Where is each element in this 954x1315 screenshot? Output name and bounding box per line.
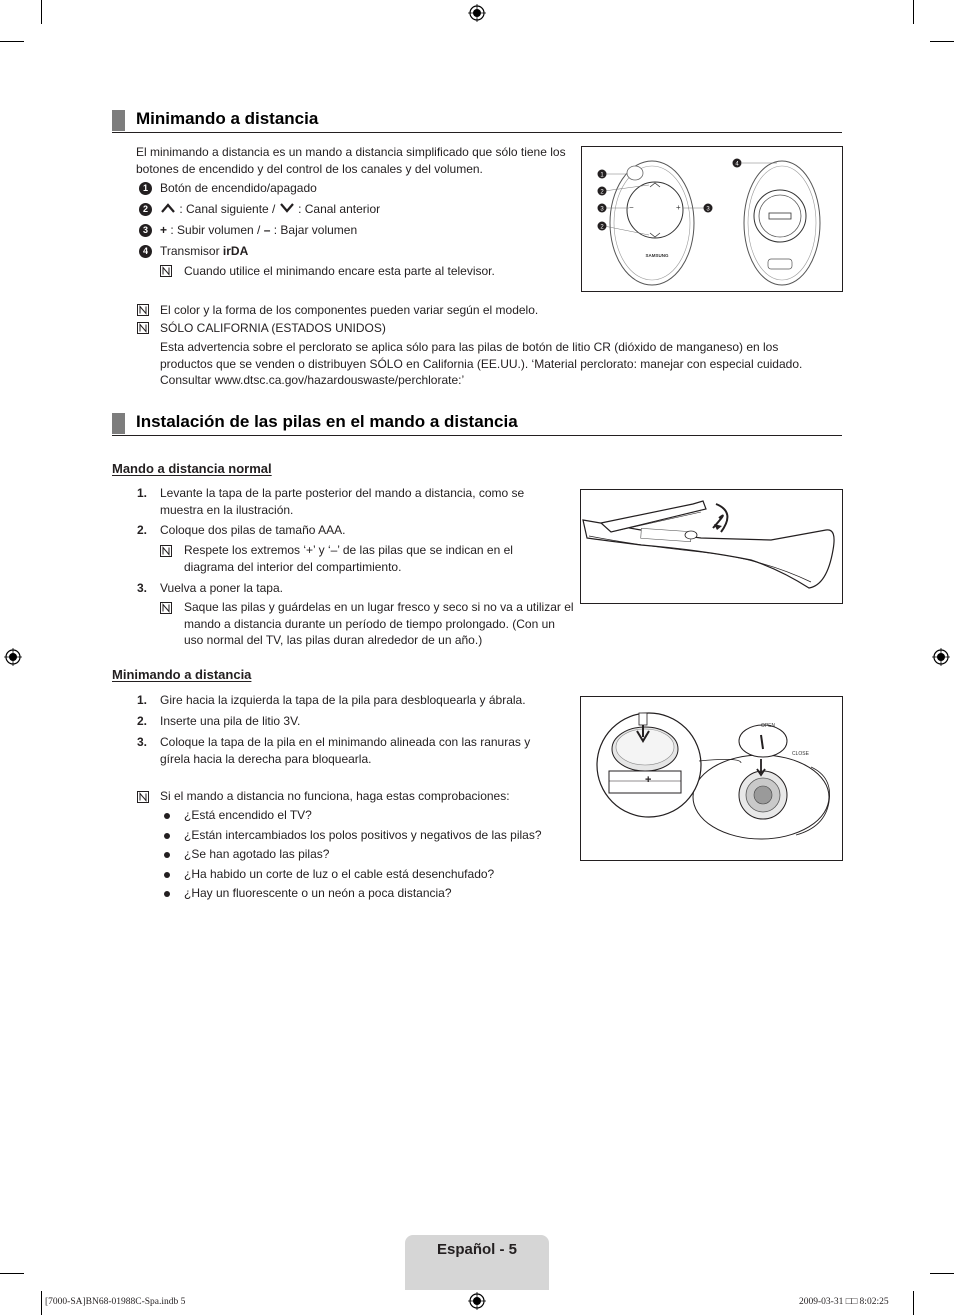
step-number: 2. [137,714,148,728]
crop-mark [930,41,954,42]
step-number: 1. [137,693,148,707]
step-text: Coloque la tapa de la pila en el minimando alineada con las ranuras y gírela hacia la derecha para bloquearla. [160,735,531,766]
section-rule [112,132,842,133]
step-number: 1. [137,486,148,500]
crop-mark [41,0,42,24]
registration-mark-icon [468,1292,486,1310]
section-title: Minimando a distancia [136,109,319,128]
chevron-down-icon [279,203,295,213]
section-marker [112,413,125,434]
brand-label: SAMSUNG [645,253,669,258]
note-text: Cuando utilice el minimando encare esta parte al televisor. [184,264,495,278]
item-text: Transmisor irDA [160,244,249,258]
note-icon [137,791,149,803]
callout-number: 3 [139,224,152,237]
registration-mark-icon [468,4,486,22]
check-item: ¿Se han agotado las pilas? [184,847,330,861]
item-text: Botón de encendido/apagado [160,181,317,195]
open-label: OPEN [761,723,776,729]
registration-mark-icon [932,648,950,666]
callout-number: 4 [735,161,739,168]
note-text: El color y la forma de los componentes pueden variar según el modelo. [160,303,539,317]
step-text: Coloque dos pilas de tamaño AAA. [160,523,346,537]
check-item: ¿Hay un fluorescente o un neón a poca distancia? [184,886,452,900]
mini-battery-figure [580,696,843,861]
normal-remote-figure [580,489,843,604]
crop-mark [0,41,24,42]
callout-number: 3 [706,206,710,213]
crop-mark [41,1291,42,1315]
callout-number: 2 [600,224,604,231]
check-item: ¿Ha habido un corte de luz o el cable está desenchufado? [184,867,495,881]
section-rule [112,435,842,436]
mini-remote-figure [581,146,843,292]
check-item: ¿Están intercambiados los polos positivos y negativos de las pilas? [184,828,542,842]
step-text: Gire hacia la izquierda la tapa de la pila para desbloquearla y ábrala. [160,693,526,707]
mini-battery-illustration [581,697,842,860]
note-text: Si el mando a distancia no funciona, haga estas comprobaciones: [160,789,510,803]
section-title: Instalación de las pilas en el mando a distancia [136,412,518,431]
mini-remote-illustration [582,147,842,291]
bullet [164,852,170,858]
bullet [164,891,170,897]
section-marker [112,110,125,131]
subsection-title: Minimando a distancia [112,667,252,682]
bullet [164,872,170,878]
crop-mark [913,1291,914,1315]
note-icon [160,602,172,614]
note-text: Saque las pilas y guárdelas en un lugar fresco y seco si no va a utilizar el mando a distancia durante un período de tiempo prolongado. (Con un uso normal del TV, las pilas duran alrededor de un año.) [184,600,574,647]
note-title: SÓLO CALIFORNIA (ESTADOS UNIDOS) [160,321,386,335]
close-label: CLOSE [792,751,809,757]
check-item: ¿Está encendido el TV? [184,808,312,822]
bullet [164,813,170,819]
note-text: Esta advertencia sobre el perclorato se aplica sólo para las pilas de botón de litio CR (dióxido de manganeso) en los productos que se venden o distribuyen SÓLO en California (EE.UU.). ‘Material perclorato: manejar con especial cuidado. Consultar www.dtsc.ca.gov/hazardouswaste/perchlorate:’ [160,340,803,387]
note-icon [137,304,149,316]
crop-mark [930,1273,954,1274]
svg-text:−: − [629,203,634,212]
step-text: Vuelva a poner la tapa. [160,581,283,595]
note-icon [137,322,149,334]
note-text: Respete los extremos ‘+’ y ‘–’ de las pilas que se indican en el diagrama del interior del compartimiento. [184,543,513,574]
page-number: Español - 5 [436,1241,518,1258]
note-icon [160,265,172,277]
crop-mark [913,0,914,24]
bullet [164,833,170,839]
callout-number: 3 [600,206,604,213]
svg-text:+: + [645,774,652,786]
intro-text: El minimando a distancia es un mando a distancia simplificado que sólo tiene los botones de encendido y del control de los canales y del volumen. [136,145,566,176]
chevron-up-icon [160,203,176,213]
crop-mark [0,1273,24,1274]
callout-number: 2 [139,203,152,216]
print-slug: [7000-SA]BN68-01988C-Spa.indb 5 [45,1297,186,1307]
step-number: 3. [137,581,148,595]
registration-mark-icon [4,648,22,666]
step-text: Inserte una pila de litio 3V. [160,714,301,728]
callout-number: 1 [600,172,604,179]
callout-number: 1 [139,182,152,195]
svg-text:+: + [676,203,681,212]
item-text: + : Subir volumen / – : Bajar volumen [160,223,358,237]
callout-number: 2 [600,189,604,196]
callout-number: 4 [139,245,152,258]
item-text: : Canal siguiente / : Canal anterior [160,201,560,218]
normal-remote-illustration [581,490,842,603]
note-icon [160,545,172,557]
step-number: 3. [137,735,148,749]
step-text: Levante la tapa de la parte posterior del mando a distancia, como se muestra en la ilustración. [160,486,525,517]
step-number: 2. [137,523,148,537]
subsection-title: Mando a distancia normal [112,461,272,476]
print-timestamp: 2009-03-31 □□ 8:02:25 [799,1297,889,1307]
